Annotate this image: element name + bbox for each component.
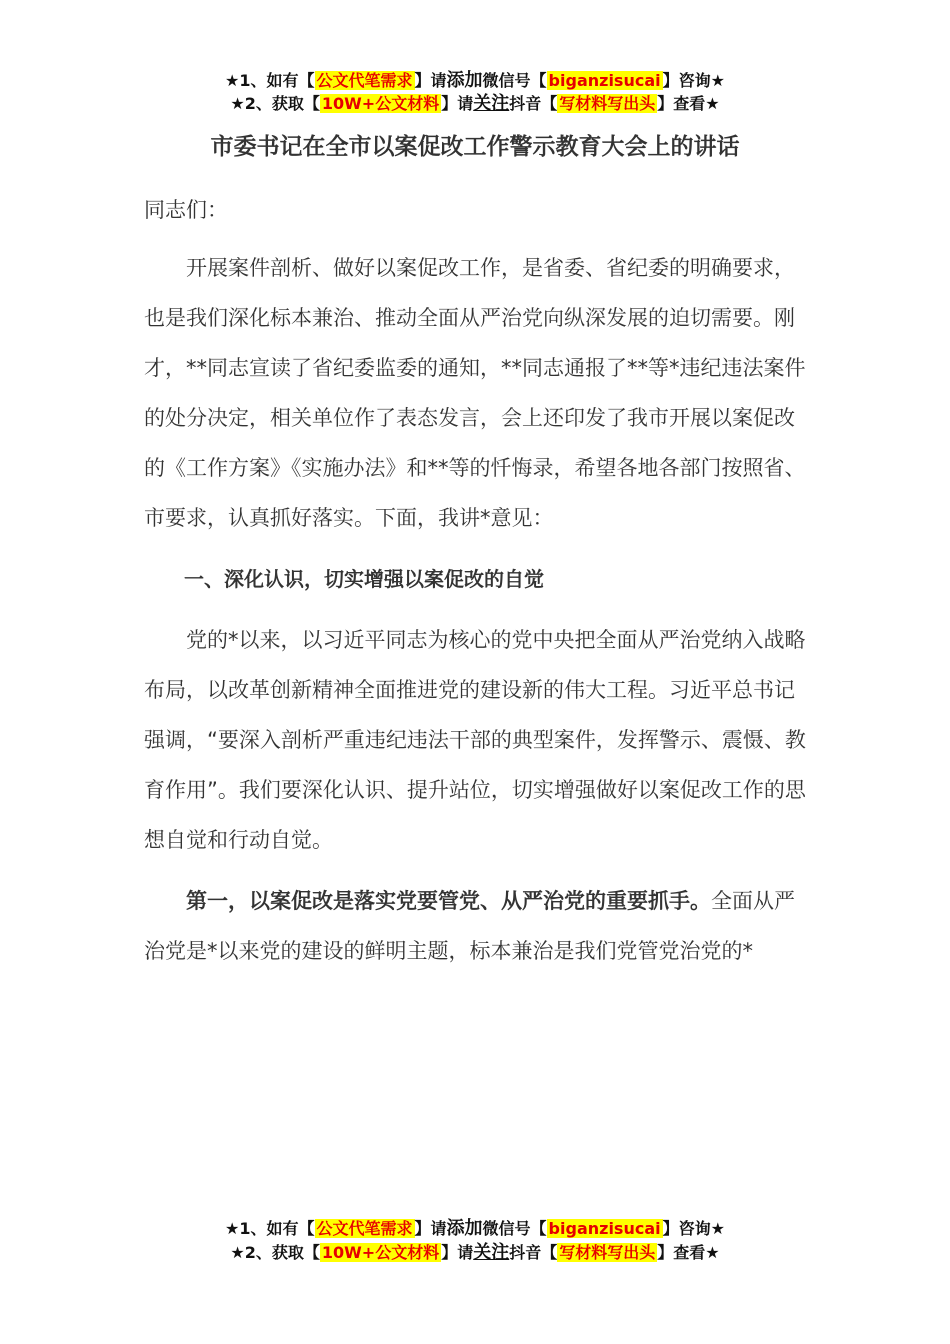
section-heading: 一、深化认识，切实增强以案促改的自觉 — [184, 567, 544, 591]
promo-line-1: ★1、如有【 公文代笔需求 】请添加微信号【 biganzisucai 】咨询★ — [225, 70, 725, 91]
promo-highlight: 10W+公文材料 — [321, 1243, 440, 1262]
point1-paragraph — [144, 876, 814, 976]
douyin-account: 写材料写出头 — [559, 94, 656, 113]
wechat-id: biganzisucai — [548, 71, 661, 90]
footer-promo-line-1: ★1、如有【 公文代笔需求 】请添加微信号【 biganzisucai 】咨询★ — [225, 1218, 725, 1239]
section1-paragraph: 党的*以来，以习近平同志为核心的党中央把全面从严治党纳入战略布局，以改革创新精神全面推进党的建设新的伟大工程。习近平总书记强调，“要深入剖析严重违纪违法干部的典型案件，发挥警示、震慑、教育作用”。我们要深化认识、提升站位，切实增强做好以案促改工作的思想自觉和行动自觉。 — [144, 628, 806, 852]
promo-highlight: 10W+公文材料 — [321, 94, 440, 113]
point1-body: 全面从严治党是*以来党的建设的鲜明主题，标本兼治是我们党管党治党的* — [144, 889, 795, 963]
point1-lead: 第一，以案促改是落实党要管党、从严治党的重要抓手。 — [186, 889, 711, 913]
promo-highlight: 公文代笔需求 — [316, 71, 413, 90]
document-body — [144, 243, 814, 976]
promo-line-2: ★2、获取【 10W+公文材料 】请关注抖音【 写材料写出头 】查看★ — [230, 93, 720, 114]
salutation: 同志们： — [144, 198, 228, 222]
promo-highlight: 公文代笔需求 — [316, 1219, 413, 1238]
footer-promo-line-2: ★2、获取【 10W+公文材料 】请关注抖音【 写材料写出头 】查看★ — [230, 1242, 720, 1263]
wechat-id: biganzisucai — [548, 1219, 661, 1238]
douyin-account: 写材料写出头 — [559, 1243, 656, 1262]
document-title: 市委书记在全市以案促改工作警示教育大会上的讲话 — [210, 134, 740, 160]
intro-paragraph: 开展案件剖析、做好以案促改工作，是省委、省纪委的明确要求，也是我们深化标本兼治、推动全面从严治党向纵深发展的迫切需要。刚才，**同志宣读了省纪委监委的通知，**同志通报了**等*违纪违法案件的处分决定，相关单位作了表态发言，会上还印发了我市开展以案促改的《工作方案》《实施办法》和**等的忏悔录，希望各地各部门按照省、市要求，认真抓好落实。下面，我讲*意见： — [144, 256, 806, 530]
